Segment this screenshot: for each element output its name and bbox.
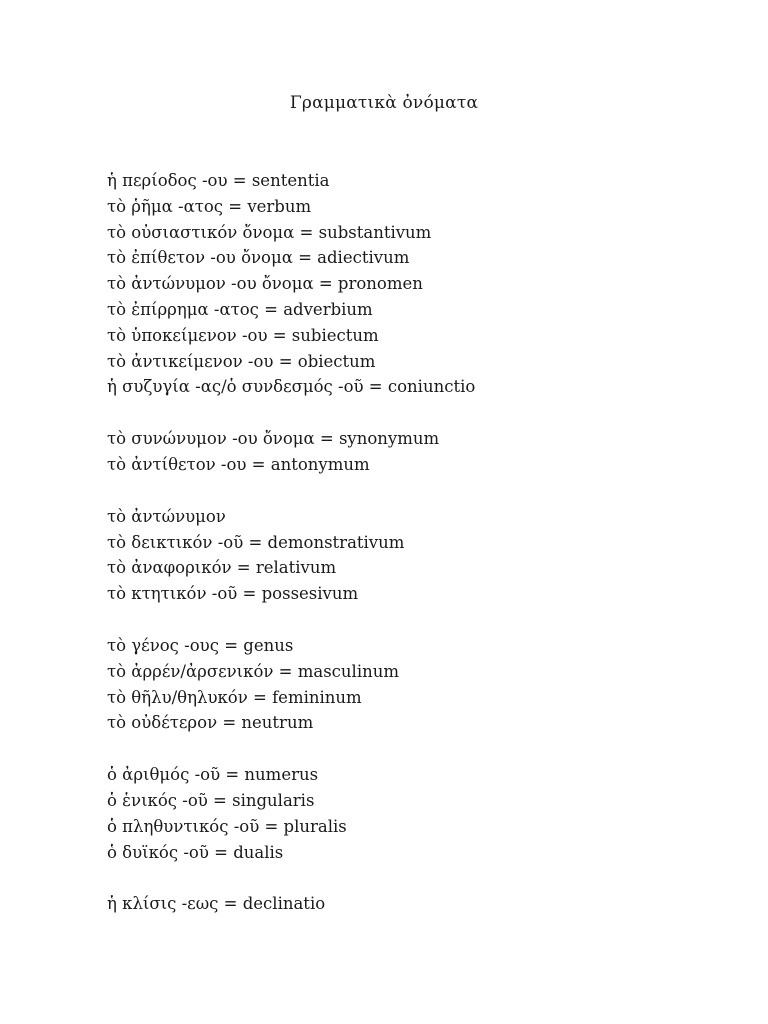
vocabulary-entry: ἡ περίοδος -ου = sententia	[107, 171, 330, 190]
vocabulary-entry: ὁ δυϊκός -οῦ = dualis	[107, 842, 284, 862]
vocabulary-entry: τὸ ἐπίθετον -ου ὄνομα = adiectivum	[107, 248, 410, 268]
vocabulary-entry: τὸ ἀναφορικόν = relativum	[107, 558, 337, 578]
vocabulary-entry: τὸ ἐπίρρημα -ατος = adverbium	[107, 299, 373, 319]
vocabulary-entry: τὸ κτητικόν -οῦ = possesivum	[107, 584, 359, 604]
vocabulary-group	[107, 426, 727, 478]
vocabulary-entry: ἡ συζυγία -ας/ὁ συνδεσμός -οῦ = coniunctio	[107, 377, 476, 397]
vocabulary-entry: τὸ οὐδέτερον = neutrum	[107, 713, 314, 733]
vocabulary-entry: τὸ ἀντίθετον -ου = antonymum	[107, 454, 370, 474]
vocabulary-group	[107, 504, 727, 607]
vocabulary-group	[107, 762, 727, 865]
vocabulary-entry: τὸ ἀντικείμενον -ου = obiectum	[107, 351, 376, 371]
vocabulary-entry: τὸ ἀρρέν/ἀρσενικόν = masculinum	[107, 661, 400, 681]
vocabulary-entry: τὸ δεικτικόν -οῦ = demonstrativum	[107, 532, 405, 552]
vocabulary-entry: ἡ κλίσις -εως = declinatio	[107, 894, 326, 914]
vocabulary-entry: τὸ ἀντώνυμον	[107, 506, 226, 526]
vocabulary-group	[107, 168, 727, 400]
vocabulary-entry: τὸ οὐσιαστικόν ὄνομα = substantivum	[107, 222, 432, 242]
vocabulary-entry: τὸ γένος -ους = genus	[107, 635, 294, 655]
vocabulary-group	[107, 633, 727, 736]
vocabulary-group	[107, 891, 727, 917]
vocabulary-list	[107, 168, 727, 943]
vocabulary-entry: ὁ ἑνικός -οῦ = singularis	[107, 790, 315, 810]
vocabulary-entry: τὸ ἀντώνυμον -ου ὄνομα = pronomen	[107, 274, 423, 294]
vocabulary-entry: τὸ ῥῆμα -ατος = verbum	[107, 196, 312, 216]
vocabulary-entry: τὸ ὑποκείμενον -ου = subiectum	[107, 325, 379, 345]
vocabulary-entry: ὁ πληθυντικός -οῦ = pluralis	[107, 816, 347, 836]
vocabulary-entry: τὸ συνώνυμον -ου ὄνομα = synonymum	[107, 429, 440, 449]
page-title: Γραμματικὰ ὀνόματα	[289, 93, 479, 113]
vocabulary-entry: τὸ θῆλυ/θηλυκόν = femininum	[107, 687, 362, 707]
vocabulary-entry: ὁ ἀριθμός -οῦ = numerus	[107, 765, 319, 785]
